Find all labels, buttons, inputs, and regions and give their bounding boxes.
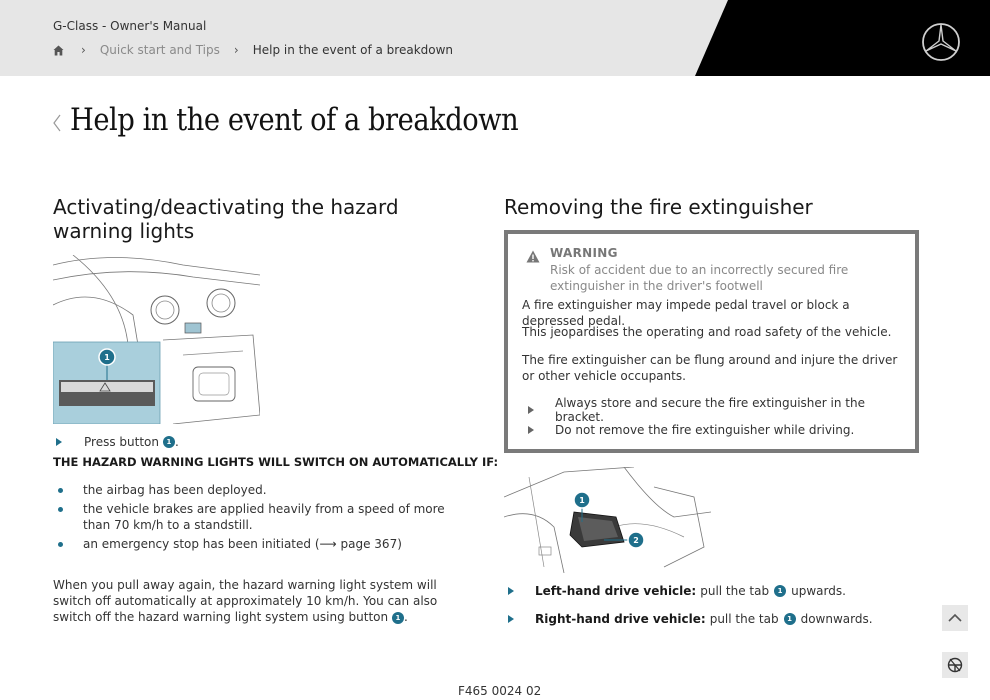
fire-extinguisher-heading: Removing the fire extinguisher — [504, 195, 813, 219]
step-text: Press button — [84, 435, 159, 449]
chevron-left-icon[interactable] — [51, 112, 63, 134]
right-hand-drive-step — [508, 612, 873, 626]
callout-ref-badge: 1 — [163, 436, 175, 448]
step-arrow-icon — [528, 426, 534, 434]
left-hand-drive-step — [508, 584, 846, 598]
warning-triangle-icon — [526, 250, 540, 263]
step-arrow-icon — [56, 438, 62, 446]
app-title: G-Class - Owner's Manual — [53, 19, 207, 33]
warning-paragraph: The fire extinguisher can be flung around and injure the driver or other vehicle occupants. — [522, 353, 898, 383]
step-arrow-icon — [528, 406, 534, 414]
illustration-code: F465 0024 02 — [458, 684, 542, 698]
warning-box — [504, 230, 919, 453]
home-icon[interactable] — [53, 45, 64, 56]
warning-step — [528, 423, 854, 437]
list-item: the airbag has been deployed. — [56, 482, 456, 498]
step-label: Left-hand drive vehicle: — [535, 584, 697, 598]
step-text: upwards. — [791, 584, 846, 598]
paragraph-text: When you pull away again, the hazard warning light system will switch off automatically at approximately 10 km/h. You can also switch off the hazard warning light system using button — [53, 578, 438, 624]
warning-title: WARNING — [550, 246, 618, 260]
steering-wheel-icon — [942, 652, 968, 678]
illustration-callout: 1 — [104, 353, 110, 362]
warning-step-text: Always store and secure the fire extinguisher in the bracket. — [555, 396, 865, 424]
warning-step-text: Do not remove the fire extinguisher while driving. — [555, 423, 855, 437]
fire-extinguisher-illustration — [504, 467, 711, 573]
breadcrumb-link[interactable]: Quick start and Tips — [99, 43, 220, 57]
press-button-step — [56, 435, 179, 449]
hazard-section-heading: Activating/deactivating the hazard warning lights — [53, 195, 399, 243]
callout-ref-badge: 1 — [784, 613, 796, 625]
automatic-activation-heading: THE HAZARD WARNING LIGHTS WILL SWITCH ON AUTOMATICALLY IF: — [53, 455, 499, 469]
callout-ref-badge: 1 — [392, 612, 404, 624]
step-period: . — [174, 435, 179, 449]
step-text: pull the tab — [709, 612, 779, 626]
mercedes-star-icon[interactable] — [921, 22, 961, 62]
step-arrow-icon — [508, 615, 514, 623]
step-arrow-icon — [508, 587, 514, 595]
chevron-right-icon: › — [233, 43, 239, 57]
step-text: downwards. — [800, 612, 873, 626]
paragraph-period: . — [403, 610, 408, 624]
list-item: the vehicle brakes are applied heavily from a speed of more than 70 km/h to a standstill. — [56, 501, 456, 533]
breadcrumb — [53, 42, 453, 58]
breadcrumb-current: Help in the event of a breakdown — [252, 43, 454, 57]
step-text: pull the tab — [700, 584, 770, 598]
callout-ref-badge: 1 — [774, 585, 786, 597]
warning-paragraph: A fire extinguisher may impede pedal travel or block a depressed pedal. — [522, 298, 850, 328]
warning-subtitle: Risk of accident due to an incorrectly secured fire extinguisher in the driver's footwell — [550, 263, 849, 293]
vehicle-menu-button[interactable] — [942, 652, 968, 678]
chevron-right-icon: › — [81, 43, 86, 57]
scroll-to-top-button[interactable] — [942, 605, 968, 631]
warning-step — [528, 396, 915, 424]
step-label: Right-hand drive vehicle: — [535, 612, 706, 626]
page-title: Help in the event of a breakdown — [70, 102, 519, 138]
list-item: an emergency stop has been initiated (⟶ page 367) — [56, 536, 456, 552]
pull-away-paragraph — [53, 577, 463, 625]
automatic-activation-list — [56, 482, 456, 555]
illustration-callout: 2 — [633, 536, 639, 545]
hazard-button-illustration — [53, 255, 260, 424]
illustration-callout: 1 — [579, 496, 585, 505]
warning-paragraph: This jeopardises the operating and road safety of the vehicle. — [522, 325, 892, 339]
chevron-up-icon — [942, 605, 968, 631]
